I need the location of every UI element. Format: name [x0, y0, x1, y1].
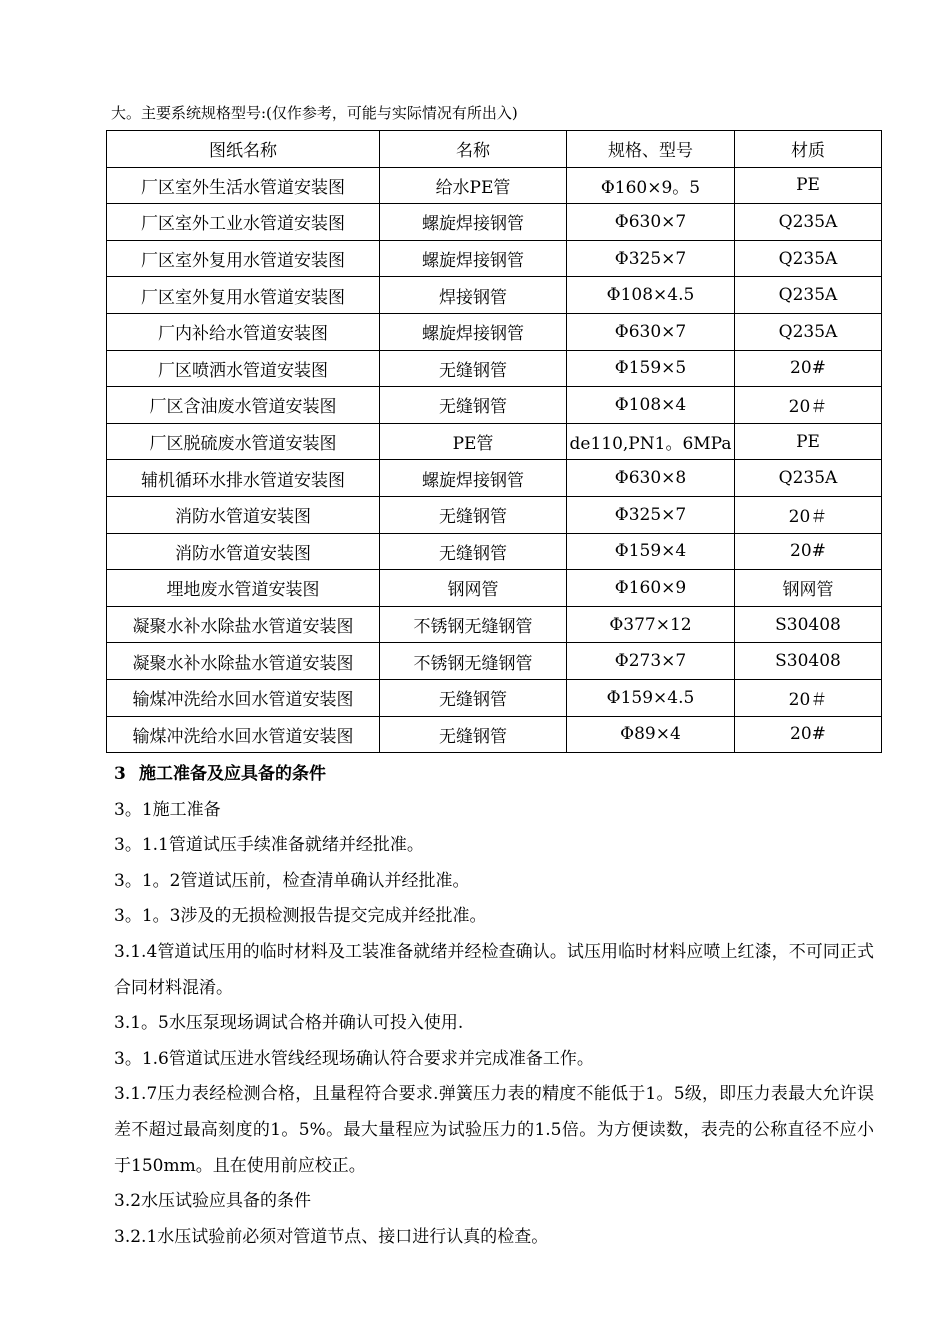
cell-name: 不锈钢无缝钢管 [380, 606, 567, 643]
cell-spec: Φ159×4 [567, 533, 735, 570]
cell-drawing-name: 输煤冲洗给水回水管道安装图 [107, 716, 380, 753]
cell-name: 螺旋焊接钢管 [380, 460, 567, 497]
table-row [107, 240, 882, 277]
table-row [107, 643, 882, 680]
cell-name: 螺旋焊接钢管 [380, 313, 567, 350]
cell-material: 20# [735, 350, 882, 387]
table-header-row [107, 131, 882, 168]
paragraph: 3.1.4管道试压用的临时材料及工装准备就绪并经检查确认。试压用临时材料应喷上红漆，不可同正式合同材料混淆。 [114, 941, 874, 998]
paragraph: 3。1。3涉及的无损检测报告提交完成并经批准。 [114, 906, 487, 927]
table-row [107, 679, 882, 716]
table-row [107, 167, 882, 204]
cell-name: 螺旋焊接钢管 [380, 204, 567, 241]
cell-material: Q235A [735, 460, 882, 497]
table-row [107, 313, 882, 350]
table-row [107, 606, 882, 643]
cell-material: PE [735, 423, 882, 460]
cell-drawing-name: 厂区室外工业水管道安装图 [107, 204, 380, 241]
paragraph: 3。1。2管道试压前，检查清单确认并经批准。 [114, 870, 470, 891]
cell-spec: Φ630×7 [567, 204, 735, 241]
cell-drawing-name: 厂区室外复用水管道安装图 [107, 277, 380, 314]
paragraph: 3。1施工准备 [114, 799, 221, 820]
cell-material: Q235A [735, 240, 882, 277]
cell-spec: de110,PN1。6MPa [567, 423, 735, 460]
section-title: 施工准备及应具备的条件 [139, 764, 326, 784]
cell-spec: Φ325×7 [567, 240, 735, 277]
cell-drawing-name: 输煤冲洗给水回水管道安装图 [107, 679, 380, 716]
cell-spec: Φ160×9 [567, 570, 735, 607]
cell-spec: Φ89×4 [567, 716, 735, 753]
body-text [114, 757, 874, 1255]
cell-name: 螺旋焊接钢管 [380, 240, 567, 277]
section-heading [114, 757, 874, 793]
cell-drawing-name: 凝聚水补水除盐水管道安装图 [107, 643, 380, 680]
cell-name: 无缝钢管 [380, 533, 567, 570]
cell-spec: Φ377×12 [567, 606, 735, 643]
cell-spec: Φ273×7 [567, 643, 735, 680]
paragraph: 3.1。5水压泵现场调试合格并确认可投入使用. [114, 1013, 464, 1034]
table-row [107, 570, 882, 607]
cell-drawing-name: 厂内补给水管道安装图 [107, 313, 380, 350]
table-row [107, 496, 882, 533]
header-spec: 规格、型号 [567, 131, 735, 168]
cell-name: 钢网管 [380, 570, 567, 607]
table-row [107, 423, 882, 460]
cell-material: Q235A [735, 204, 882, 241]
table-row [107, 716, 882, 753]
cell-drawing-name: 厂区含油废水管道安装图 [107, 387, 380, 424]
cell-name: 不锈钢无缝钢管 [380, 643, 567, 680]
header-material: 材质 [735, 131, 882, 168]
cell-spec: Φ108×4 [567, 387, 735, 424]
cell-material: 20# [735, 716, 882, 753]
cell-spec: Φ159×5 [567, 350, 735, 387]
cell-spec: Φ108×4.5 [567, 277, 735, 314]
paragraph: 3.2.1水压试验前必须对管道节点、接口进行认真的检查。 [114, 1226, 549, 1247]
paragraph: 3。1.6管道试压进水管线经现场确认符合要求并完成准备工作。 [114, 1048, 594, 1069]
cell-drawing-name: 厂区喷洒水管道安装图 [107, 350, 380, 387]
cell-material: Q235A [735, 277, 882, 314]
paragraph: 3。1.1管道试压手续准备就绪并经批准。 [114, 835, 424, 856]
cell-drawing-name: 消防水管道安装图 [107, 496, 380, 533]
paragraph: 3.1.7压力表经检测合格，且量程符合要求.弹簧压力表的精度不能低于1。5级，即压力表最大允许误差不超过最高刻度的1。5%。最大量程应为试验压力的1.5倍。为方便读数，表壳的公称直径不应小于150mm。且在使用前应校正。 [114, 1084, 874, 1176]
cell-drawing-name: 埋地废水管道安装图 [107, 570, 380, 607]
cell-drawing-name: 消防水管道安装图 [107, 533, 380, 570]
cell-name: 给水PE管 [380, 167, 567, 204]
table-row [107, 533, 882, 570]
cell-name: 无缝钢管 [380, 496, 567, 533]
cell-material: S30408 [735, 606, 882, 643]
cell-drawing-name: 辅机循环水排水管道安装图 [107, 460, 380, 497]
table-body [107, 167, 882, 753]
spec-table [106, 130, 882, 753]
cell-material: PE [735, 167, 882, 204]
cell-material: S30408 [735, 643, 882, 680]
cell-material: 20＃ [735, 496, 882, 533]
cell-spec: Φ630×7 [567, 313, 735, 350]
header-name: 名称 [380, 131, 567, 168]
cell-name: 无缝钢管 [380, 716, 567, 753]
paragraph: 3.2水压试验应具备的条件 [114, 1191, 312, 1212]
cell-material: Q235A [735, 313, 882, 350]
cell-name: 无缝钢管 [380, 679, 567, 716]
intro-line: 大。主要系统规格型号:(仅作参考，可能与实际情况有所出入) [111, 104, 518, 122]
table-row [107, 204, 882, 241]
cell-name: PE管 [380, 423, 567, 460]
table-row [107, 277, 882, 314]
cell-spec: Φ159×4.5 [567, 679, 735, 716]
cell-material: 钢网管 [735, 570, 882, 607]
cell-drawing-name: 厂区室外复用水管道安装图 [107, 240, 380, 277]
cell-name: 焊接钢管 [380, 277, 567, 314]
cell-name: 无缝钢管 [380, 387, 567, 424]
table-row [107, 387, 882, 424]
cell-spec: Φ630×8 [567, 460, 735, 497]
cell-spec: Φ325×7 [567, 496, 735, 533]
table-row [107, 460, 882, 497]
section-number: 3 [114, 764, 126, 784]
cell-drawing-name: 厂区脱硫废水管道安装图 [107, 423, 380, 460]
cell-material: 20# [735, 533, 882, 570]
cell-drawing-name: 厂区室外生活水管道安装图 [107, 167, 380, 204]
cell-spec: Φ160×9。5 [567, 167, 735, 204]
cell-material: 20＃ [735, 679, 882, 716]
table-row [107, 350, 882, 387]
cell-drawing-name: 凝聚水补水除盐水管道安装图 [107, 606, 380, 643]
cell-material: 20＃ [735, 387, 882, 424]
cell-name: 无缝钢管 [380, 350, 567, 387]
header-drawing-name: 图纸名称 [107, 131, 380, 168]
